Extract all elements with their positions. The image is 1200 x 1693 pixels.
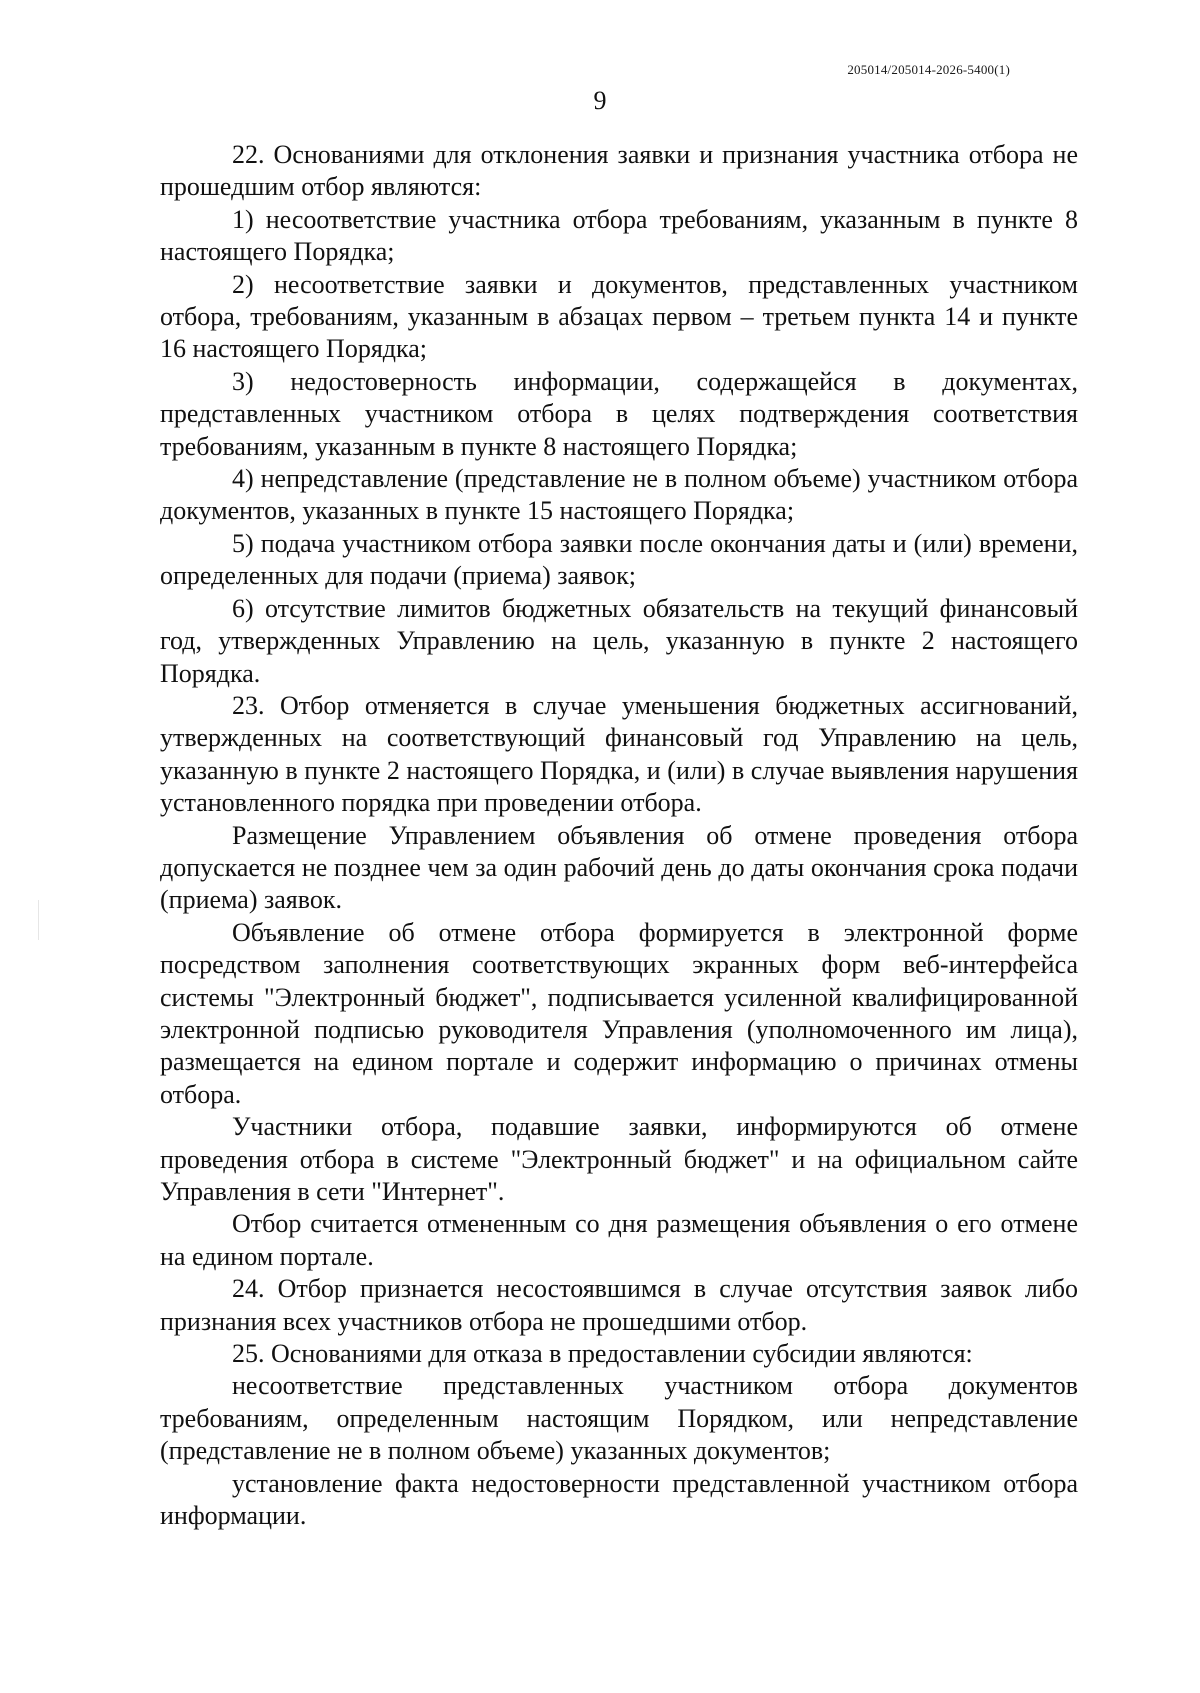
paragraph-22: 22. Основаниями для отклонения заявки и признания участника отбора не прошедшим отбор являются:	[160, 140, 1078, 202]
paragraph-24: 24. Отбор признается несостоявшимся в случае отсутствия заявок либо признания всех участников отбора не прошедшими отбор.	[160, 1274, 1078, 1336]
scan-artifact-line	[38, 900, 39, 940]
page-number: 9	[593, 86, 607, 115]
document-body	[160, 139, 1078, 1532]
paragraph-23: 23. Отбор отменяется в случае уменьшения бюджетных ассигнований, утвержденных на соответствующий финансовый год Управлению на цель, указанную в пункте 2 настоящего Порядка, и (или) в случае выявления нарушения установленного порядка при проведении отбора.	[160, 690, 1078, 818]
list-item-3: 3) недостоверность информации, содержащейся в документах, представленных участником отбора в целях подтверждения соответствия требованиям, указанным в пункте 8 настоящего Порядка;	[160, 366, 1078, 461]
list-item-4: 4) непредставление (представление не в полном объеме) участником отбора документов, указанных в пункте 15 настоящего Порядка;	[160, 464, 1078, 526]
paragraph-cancel-effective: Отбор считается отмененным со дня размещения объявления о его отмене на едином портале.	[160, 1209, 1078, 1271]
list-item-1: 1) несоответствие участника отбора требованиям, указанным в пункте 8 настоящего Порядка;	[160, 204, 1078, 267]
paragraph-25: 25. Основаниями для отказа в предоставлении субсидии являются:	[232, 1339, 973, 1369]
list-item-6: 6) отсутствие лимитов бюджетных обязательств на текущий финансовый год, утвержденных Управлению на цель, указанную в пункте 2 настоящего Порядка.	[160, 593, 1078, 688]
document-id: 205014/205014-2026-5400(1)	[847, 62, 1010, 77]
paragraph-cancel-posting: Размещение Управлением объявления об отмене проведения отбора допускается не позднее чем за один рабочий день до даты окончания срока подачи (приема) заявок.	[160, 820, 1078, 915]
paragraph-25-ground-2: установление факта недостоверности представленной участником отбора информации.	[160, 1468, 1078, 1531]
paragraph-participants-informed: Участники отбора, подавшие заявки, информируются об отмене проведения отбора в системе "Электронный бюджет" и на официальном сайте Управления в сети "Интернет".	[160, 1112, 1078, 1206]
list-item-5: 5) подача участником отбора заявки после окончания даты и (или) времени, определенных для подачи (приема) заявок;	[160, 528, 1078, 591]
list-item-2: 2) несоответствие заявки и документов, представленных участником отбора, требованиям, указанным в абзацах первом – третьем пункта 14 и пункте 16 настоящего Порядка;	[160, 269, 1078, 364]
paragraph-cancel-announcement: Объявление об отмене отбора формируется в электронной форме посредством заполнения соответствующих экранных форм веб-интерфейса системы "Электронный бюджет", подписывается усиленной квалифицированной электронной подписью руководителя Управления (уполномоченного им лица), размещается на едином портале и содержит информацию о причинах отмены отбора.	[160, 917, 1078, 1109]
paragraph-25-ground-1: несоответствие представленных участником отбора документов требованиям, определенным настоящим Порядком, или непредставление (представление не в полном объеме) указанных документов;	[160, 1371, 1078, 1466]
